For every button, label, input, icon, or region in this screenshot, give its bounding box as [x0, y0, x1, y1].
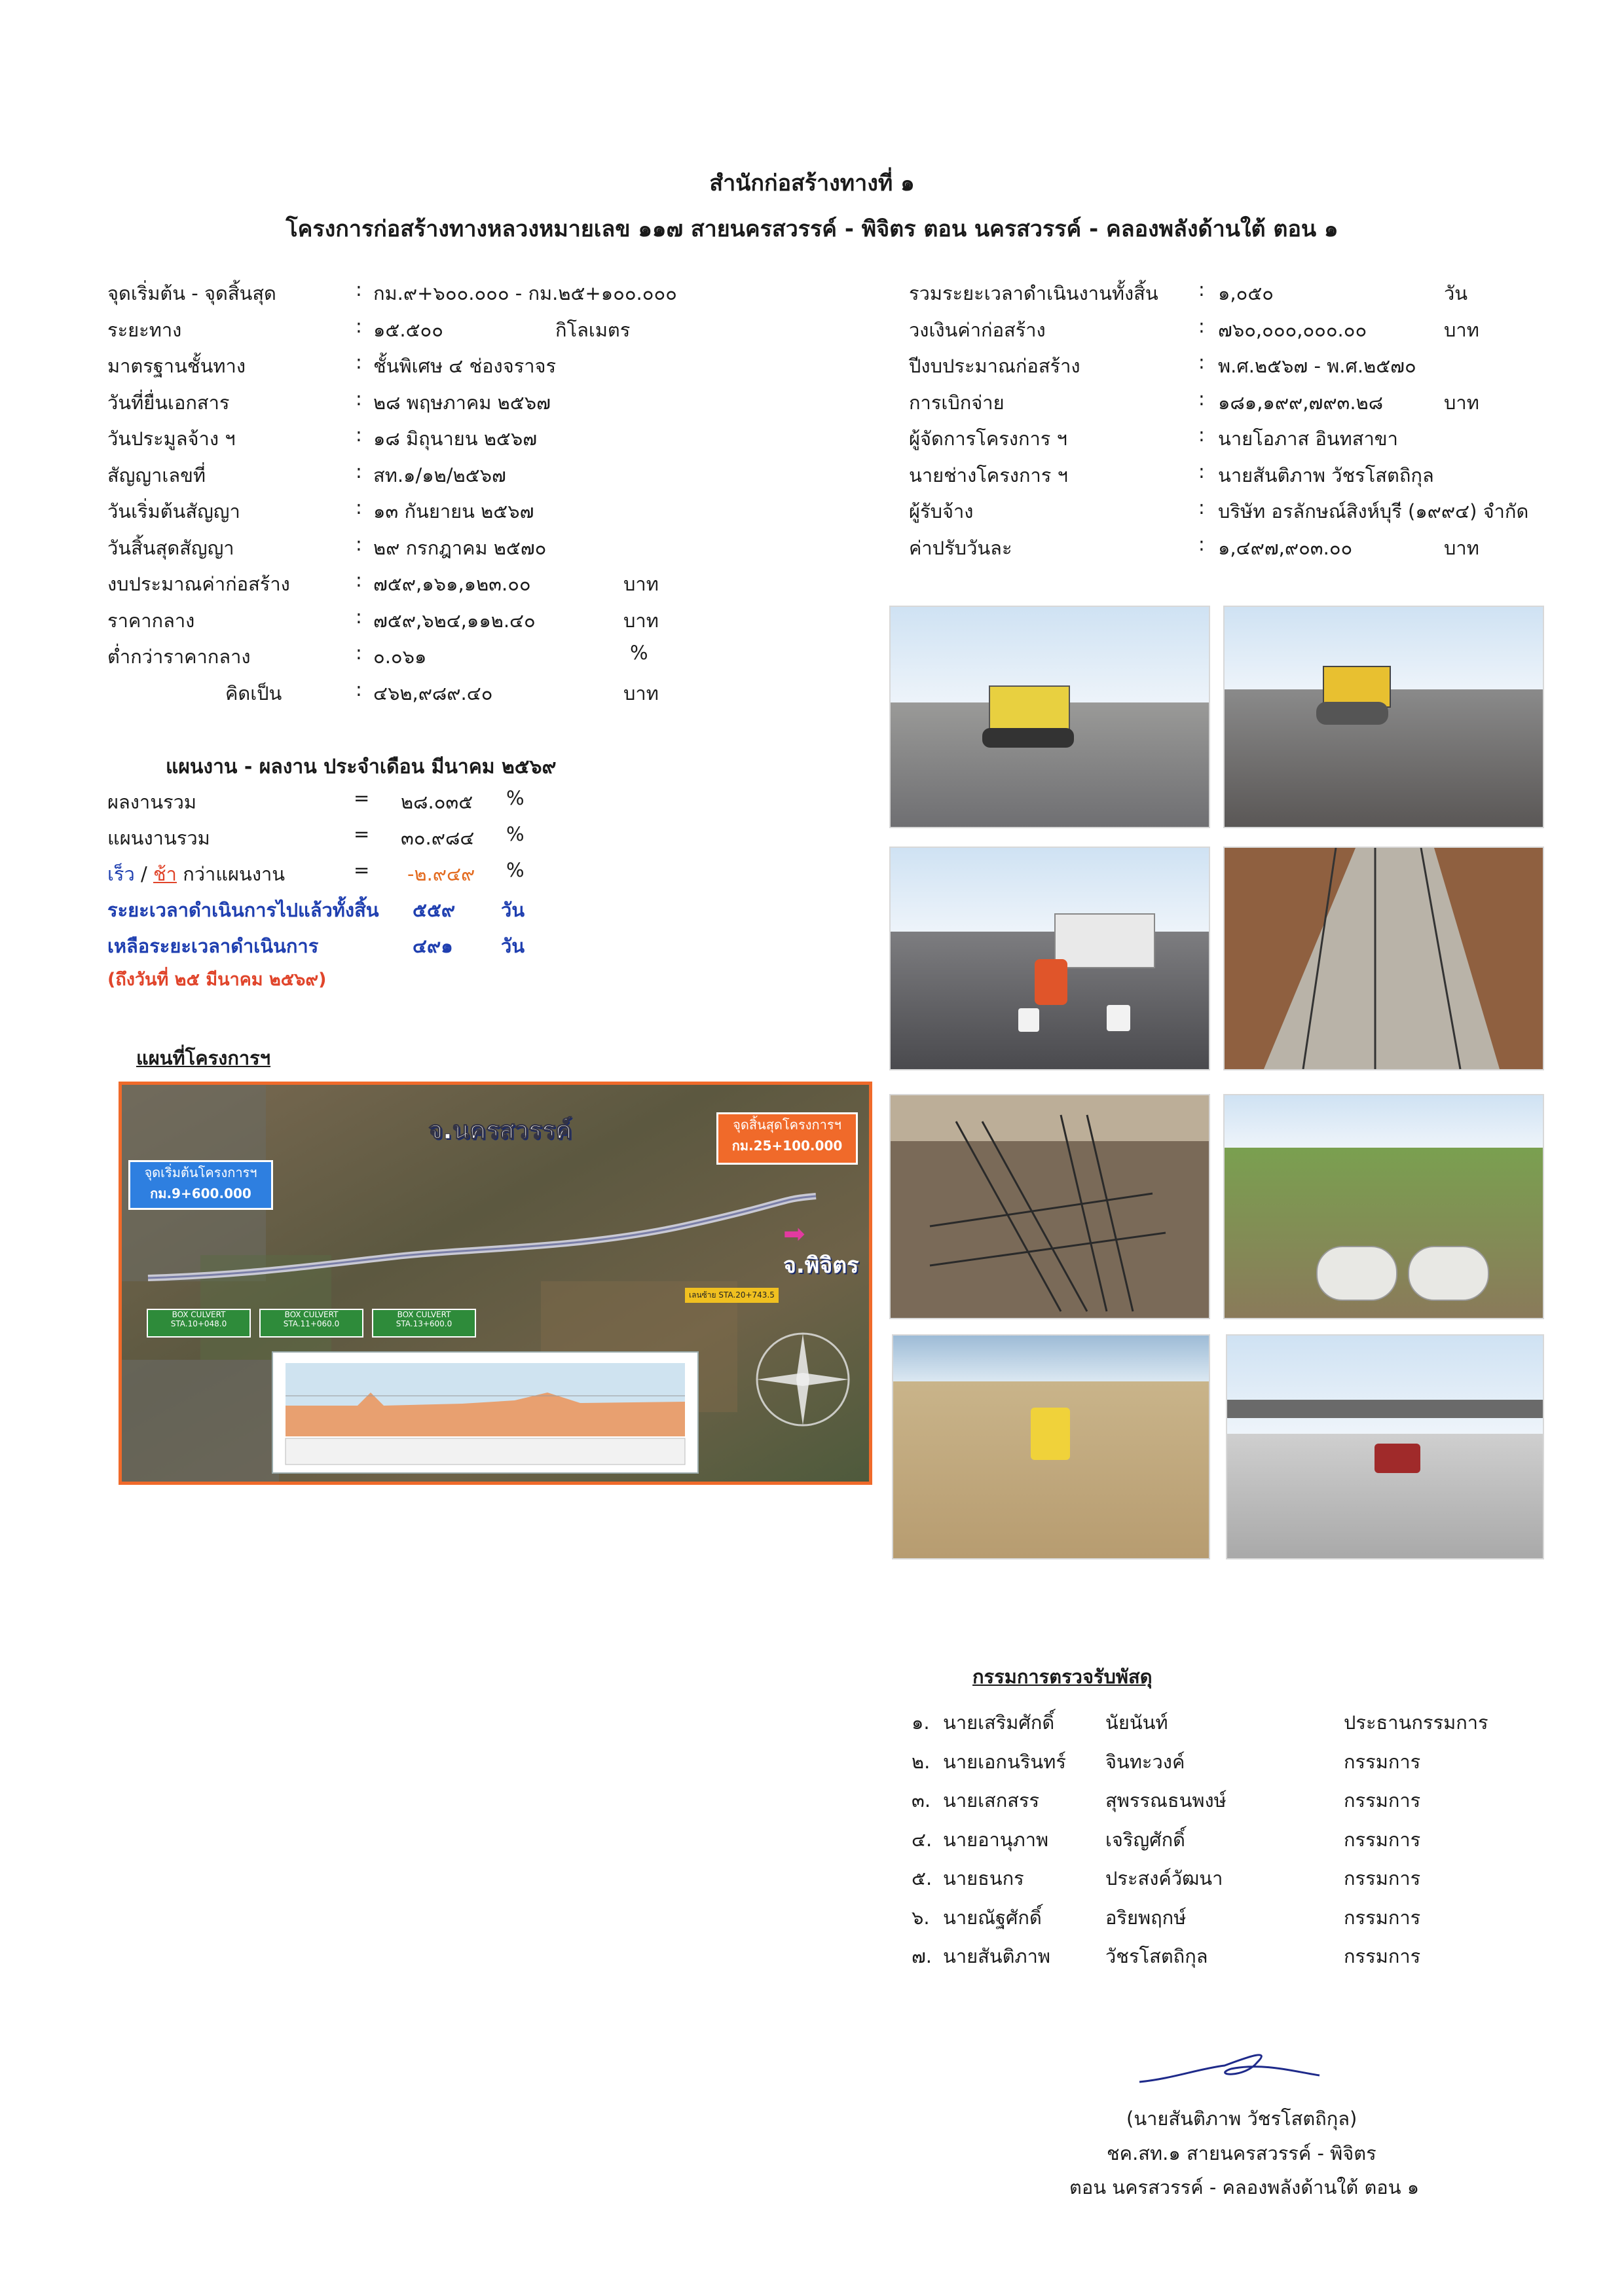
left-info-label-7: วันสิ้นสุดสัญญา: [107, 536, 234, 559]
progress-plan-value: ๓๐.๙๘๔: [401, 827, 475, 849]
committee-last-5: ประสงค์วัฒนา: [1105, 1867, 1223, 1889]
progress-actual-label: ผลงานรวม: [107, 791, 197, 813]
photo-rebar-trench: [1223, 847, 1544, 1070]
left-info-value-3: ๒๘ พฤษภาคม ๒๕๖๗: [373, 391, 551, 414]
right-info-unit-0: วัน: [1444, 282, 1468, 304]
progress-heading: แผนงาน - ผลงาน ประจำเดือน มีนาคม ๒๕๖๙: [166, 756, 557, 778]
right-info-value-6: บริษัท อรลักษณ์สิงห์บุรี (๑๙๙๔) จำกัด: [1218, 500, 1529, 522]
map-city-right: จ.พิจิตร: [783, 1252, 859, 1279]
right-info-label-2: ปีงบประมาณก่อสร้าง: [909, 355, 1080, 377]
committee-role-7: กรรมการ: [1344, 1945, 1421, 1967]
progress-plan-eq: =: [354, 823, 370, 845]
project-map: [119, 1082, 872, 1485]
committee-heading: กรรมการตรวจรับพัสดุ: [972, 1666, 1153, 1688]
map-city-top: จ.นครสวรรค์: [428, 1116, 572, 1144]
left-info-colon-4: :: [356, 424, 362, 446]
elapsed-value: ๕๕๙: [413, 899, 456, 921]
signature-position-1: ชค.สท.๑ สายนครสวรรค์ - พิจิตร: [1107, 2142, 1376, 2164]
map-sta-note: เลนซ้าย STA.20+743.5: [685, 1288, 779, 1303]
culvert-2: BOX CULVERT STA.11+060.0: [259, 1309, 363, 1338]
left-info-colon-11: :: [356, 678, 362, 701]
progress-diff-eq: =: [354, 859, 370, 881]
left-info-value-4: ๑๘ มิถุนายน ๒๕๖๗: [373, 428, 538, 450]
committee-no-2: ๒.: [912, 1750, 931, 1773]
left-info-colon-8: :: [356, 569, 362, 591]
left-info-value-10: ๐.๐๖๑: [373, 646, 427, 668]
left-info-unit-1: กิโลเมตร: [555, 318, 631, 341]
left-info-value-5: สท.๑/๑๒/๒๕๖๗: [373, 464, 506, 486]
left-info-label-9: ราคากลาง: [107, 609, 195, 632]
committee-last-4: เจริญศักดิ์: [1105, 1828, 1185, 1851]
photo-soil-compaction: [892, 1334, 1210, 1559]
right-info-value-7: ๑,๔๙๗,๙๐๓.๐๐: [1218, 536, 1353, 559]
right-info-label-0: รวมระยะเวลาดำเนินงานทั้งสิ้น: [909, 282, 1158, 304]
photo-concrete-pipes: [1223, 1094, 1544, 1319]
right-info-colon-4: :: [1198, 424, 1205, 446]
elapsed-label: ระยะเวลาดำเนินการไปแล้วทั้งสิ้น: [107, 899, 379, 921]
right-info-colon-6: :: [1198, 496, 1205, 519]
map-start-km: กม.9+600.000: [150, 1186, 251, 1201]
map-arrow-icon: ➡: [783, 1219, 805, 1249]
map-start-label: จุดเริ่มต้นโครงการฯ: [144, 1165, 257, 1180]
left-info-colon-5: :: [356, 460, 362, 483]
right-info-label-1: วงเงินค่าก่อสร้าง: [909, 318, 1046, 341]
map-start-box: [128, 1160, 273, 1210]
committee-role-6: กรรมการ: [1344, 1906, 1421, 1929]
left-info-label-10: ต่ำกว่าราคากลาง: [107, 646, 251, 668]
left-info-colon-2: :: [356, 351, 362, 373]
committee-first-6: นายณัฐศักดิ์: [943, 1906, 1042, 1929]
committee-no-3: ๓.: [912, 1789, 931, 1812]
committee-role-4: กรรมการ: [1344, 1828, 1421, 1851]
left-info-label-8: งบประมาณค่าก่อสร้าง: [107, 573, 290, 595]
culvert-1: BOX CULVERT STA.10+048.0: [147, 1309, 251, 1338]
committee-role-1: ประธานกรรมการ: [1344, 1711, 1488, 1734]
left-info-label-5: สัญญาเลขที่: [107, 464, 206, 486]
left-info-label-1: ระยะทาง: [107, 318, 182, 341]
left-info-value-7: ๒๙ กรกฎาคม ๒๕๗๐: [373, 536, 547, 559]
progress-plan-unit: %: [506, 823, 525, 845]
culvert-3: BOX CULVERT STA.13+600.0: [372, 1309, 476, 1338]
left-info-value-1: ๑๕.๕๐๐: [373, 318, 443, 341]
progress-diff-label: [107, 859, 285, 889]
committee-role-5: กรรมการ: [1344, 1867, 1421, 1889]
left-info-label-11: คิดเป็น: [225, 682, 282, 704]
left-info-label-3: วันที่ยื่นเอกสาร: [107, 391, 230, 414]
remain-unit: วัน: [501, 935, 525, 957]
left-info-value-2: ชั้นพิเศษ ๔ ช่องจราจร: [373, 355, 557, 377]
signature-mark: [1133, 2043, 1323, 2095]
map-end-km: กม.25+100.000: [731, 1138, 843, 1154]
vs-plan-label: กว่าแผนงาน: [183, 863, 286, 885]
map-heading: แผนที่โครงการฯ: [136, 1047, 271, 1069]
committee-first-1: นายเสริมศักดิ์: [943, 1711, 1055, 1734]
left-info-label-2: มาตรฐานชั้นทาง: [107, 355, 246, 377]
right-info-value-3: ๑๘๑,๑๙๙,๗๙๓.๒๘: [1218, 391, 1384, 414]
committee-role-2: กรรมการ: [1344, 1750, 1421, 1773]
right-info-unit-1: บาท: [1444, 318, 1479, 341]
right-info-value-5: นายสันติภาพ วัชรโสตถิกุล: [1218, 464, 1434, 486]
progress-plan-label: แผนงานรวม: [107, 827, 210, 849]
right-info-label-6: ผู้รับจ้าง: [909, 500, 974, 522]
committee-first-5: นายธนกร: [943, 1867, 1024, 1889]
progress-actual-eq: =: [354, 787, 370, 809]
left-info-value-6: ๑๓ กันยายน ๒๕๖๗: [373, 500, 534, 522]
left-info-colon-9: :: [356, 605, 362, 628]
committee-first-7: นายสันติภาพ: [943, 1945, 1050, 1967]
left-info-colon-0: :: [356, 278, 362, 301]
committee-last-1: นัยนันท์: [1105, 1711, 1168, 1734]
remain-value: ๔๙๑: [413, 935, 453, 957]
left-info-colon-7: :: [356, 532, 362, 555]
right-info-colon-0: :: [1198, 278, 1205, 301]
map-end-box: [716, 1112, 858, 1165]
signature-name: (นายสันติภาพ วัชรโสตถิกุล): [1126, 2107, 1357, 2130]
committee-first-3: นายเสกสรร: [943, 1789, 1040, 1812]
right-info-colon-5: :: [1198, 460, 1205, 483]
left-info-value-11: ๔๖๒,๙๘๙.๔๐: [373, 682, 493, 704]
right-info-label-3: การเบิกจ่าย: [909, 391, 1005, 414]
right-info-unit-7: บาท: [1444, 536, 1479, 559]
progress-diff-unit: %: [506, 859, 525, 881]
left-info-colon-1: :: [356, 314, 362, 337]
committee-first-2: นายเอกนรินทร์: [943, 1750, 1066, 1773]
photo-workers-pickup: [889, 847, 1210, 1070]
elapsed-unit: วัน: [501, 899, 525, 921]
left-info-unit-11: บาท: [623, 682, 659, 704]
right-info-label-7: ค่าปรับวันละ: [909, 536, 1012, 559]
right-info-value-1: ๗๖๐,๐๐๐,๐๐๐.๐๐: [1218, 318, 1367, 341]
photo-pneumatic-roller: [889, 606, 1210, 828]
office-title: สำนักก่อสร้างทางที่ ๑: [709, 170, 915, 196]
committee-role-3: กรรมการ: [1344, 1789, 1421, 1812]
right-info-colon-1: :: [1198, 314, 1205, 337]
left-info-colon-6: :: [356, 496, 362, 519]
progress-actual-unit: %: [506, 787, 525, 809]
committee-last-3: สุพรรณธนพงษ์: [1105, 1789, 1227, 1812]
right-info-colon-2: :: [1198, 351, 1205, 373]
committee-no-4: ๔.: [912, 1828, 932, 1851]
committee-no-1: ๑.: [912, 1711, 930, 1734]
committee-last-7: วัชรโสตถิกุล: [1105, 1945, 1208, 1967]
left-info-colon-10: :: [356, 642, 362, 664]
left-info-unit-8: บาท: [623, 573, 659, 595]
committee-first-4: นายอานุภาพ: [943, 1828, 1049, 1851]
left-info-colon-3: :: [356, 387, 362, 410]
photo-concrete-road: [1226, 1334, 1544, 1559]
committee-last-2: จินทะวงค์: [1105, 1750, 1185, 1773]
left-info-value-0: กม.๙+๖๐๐.๐๐๐ - กม.๒๕+๑๐๐.๐๐๐: [373, 282, 677, 304]
left-info-label-6: วันเริ่มต้นสัญญา: [107, 500, 240, 522]
photo-steel-roller: [1223, 606, 1544, 828]
photo-formwork: [889, 1094, 1210, 1319]
right-info-value-4: นายโอภาส อินทสาขา: [1218, 428, 1398, 450]
left-info-unit-9: บาท: [623, 609, 659, 632]
slow-label: ช้า: [153, 863, 177, 885]
right-info-label-5: นายช่างโครงการ ฯ: [909, 464, 1068, 486]
left-info-value-8: ๗๕๙,๑๖๑,๑๒๓.๐๐: [373, 573, 531, 595]
right-info-unit-3: บาท: [1444, 391, 1479, 414]
committee-last-6: อริยพฤกษ์: [1105, 1906, 1187, 1929]
committee-no-5: ๕.: [912, 1867, 932, 1889]
right-info-label-4: ผู้จัดการโครงการ ฯ: [909, 428, 1067, 450]
remain-label: เหลือระยะเวลาดำเนินการ: [107, 935, 319, 957]
right-info-colon-7: :: [1198, 532, 1205, 555]
left-info-label-0: จุดเริ่มต้น - จุดสิ้นสุด: [107, 282, 276, 304]
slash: /: [141, 863, 147, 885]
fast-label: เร็ว: [107, 863, 135, 885]
committee-no-6: ๖.: [912, 1906, 930, 1929]
progress-actual-value: ๒๘.๐๓๕: [401, 791, 473, 813]
map-end-label: จุดสิ้นสุดโครงการฯ: [733, 1117, 841, 1133]
right-info-value-2: พ.ศ.๒๕๖๗ - พ.ศ.๒๕๗๐: [1218, 355, 1416, 377]
left-info-unit-10: %: [630, 642, 648, 664]
project-title: โครงการก่อสร้างทางหลวงหมายเลข ๑๑๗ สายนครสวรรค์ - พิจิตร ตอน นครสวรรค์ - คลองพลังด้านใต้ ตอน ๑: [286, 216, 1338, 242]
right-info-colon-3: :: [1198, 387, 1205, 410]
signature-position-2: ตอน นครสวรรค์ - คลองพลังด้านใต้ ตอน ๑: [1069, 2176, 1420, 2198]
committee-no-7: ๗.: [912, 1945, 932, 1967]
right-info-value-0: ๑,๐๕๐: [1218, 282, 1274, 304]
left-info-label-4: วันประมูลจ้าง ฯ: [107, 428, 236, 450]
asof-date: (ถึงวันที่ ๒๕ มีนาคม ๒๕๖๙): [107, 970, 327, 990]
progress-diff-value: -๒.๙๔๙: [407, 863, 475, 885]
left-info-value-9: ๗๕๙,๖๒๔,๑๑๒.๔๐: [373, 609, 536, 632]
